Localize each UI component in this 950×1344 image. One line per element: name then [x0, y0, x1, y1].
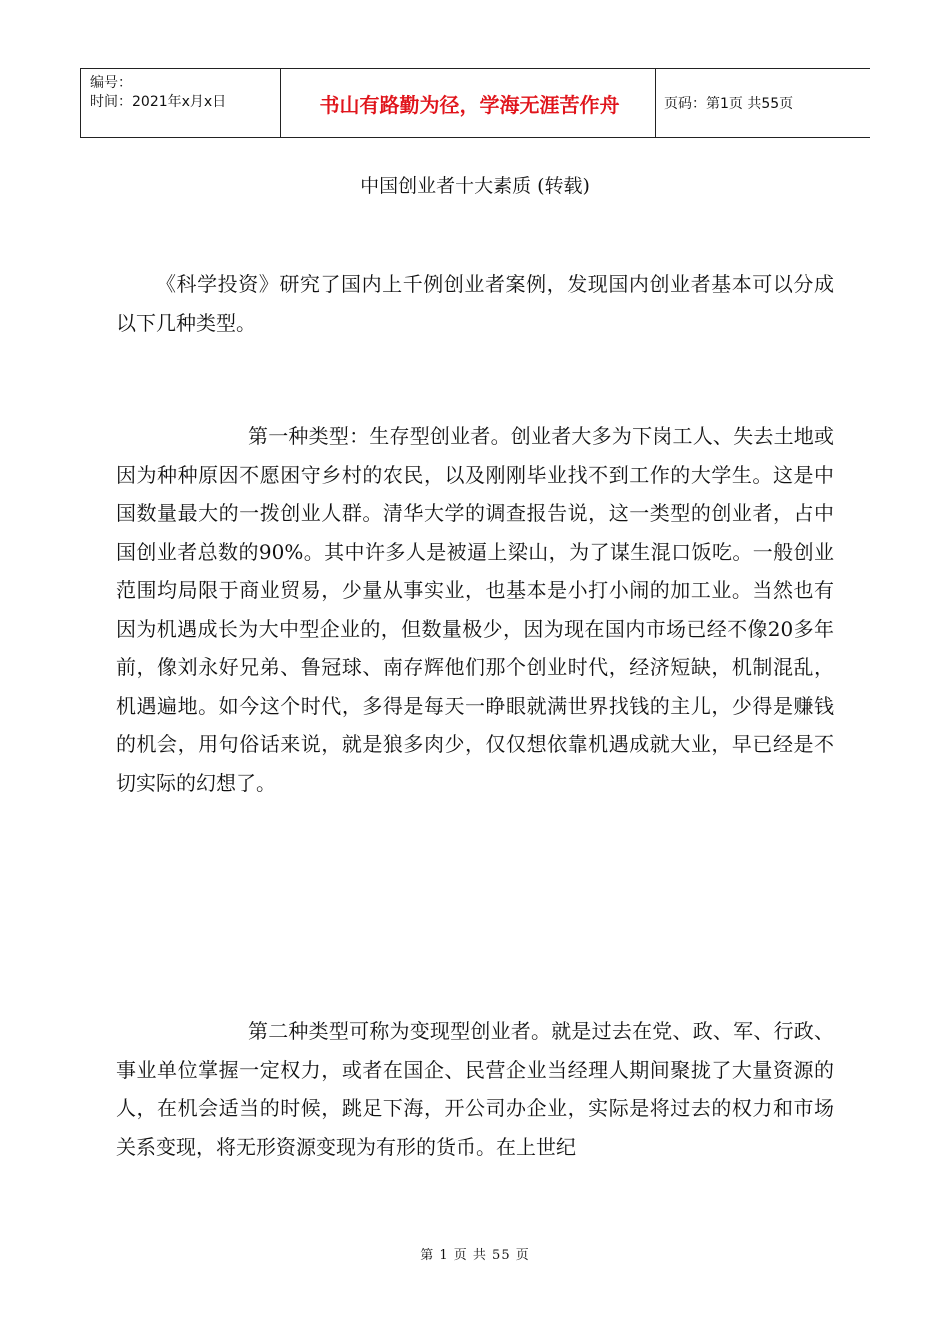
header-meta — [90, 74, 226, 112]
header-divider-2 — [655, 69, 656, 137]
header-border-left — [80, 69, 81, 137]
time-label: 时间：2021年x月x日 — [90, 94, 227, 110]
header-motto: 书山有路勤为径，学海无涯苦作舟 — [319, 92, 620, 117]
paragraph-intro: 《科学投资》研究了国内上千例创业者案例，发现国内创业者基本可以分成以下几种类型。 — [116, 272, 834, 335]
header-table — [80, 68, 870, 138]
header-page-info: 页码：第1页 共55页 — [664, 96, 794, 112]
serial-label: 编号： — [90, 75, 132, 91]
page-footer: 第 1 页 共 55 页 — [420, 1248, 530, 1263]
document-title: 中国创业者十大素质 (转载) — [360, 175, 590, 197]
header-divider-1 — [280, 69, 281, 137]
paragraph-type-2: 第二种类型可称为变现型创业者。就是过去在党、政、军、行政、事业单位掌握一定权力，或者在国企、民营企业当经理人期间聚拢了大量资源的人，在机会适当的时候，跳足下海，开公司办企业，实际是将过去的权力和市场关系变现，将无形资源变现为有形的货币。在上世纪 — [116, 1019, 834, 1159]
paragraph-type-1: 第一种类型：生存型创业者。创业者大多为下岗工人、失去土地或因为种种原因不愿困守乡村的农民，以及刚刚毕业找不到工作的大学生。这是中国数量最大的一拨创业人群。清华大学的调查报告说，这一类型的创业者，占中国创业者总数的90%。其中许多人是被逼上梁山，为了谋生混口饭吃。一般创业范围均局限于商业贸易，少量从事实业，也基本是小打小闹的加工业。当然也有因为机遇成长为大中型企业的，但数量极少，因为现在国内市场已经不像20多年前，像刘永好兄弟、鲁冠球、南存辉他们那个创业时代，经济短缺，机制混乱，机遇遍地。如今这个时代，多得是每天一睁眼就满世界找钱的主儿，少得是赚钱的机会，用句俗话来说，就是狼多肉少，仅仅想依靠机遇成就大业，早已经是不切实际的幻想了。 — [116, 424, 834, 795]
